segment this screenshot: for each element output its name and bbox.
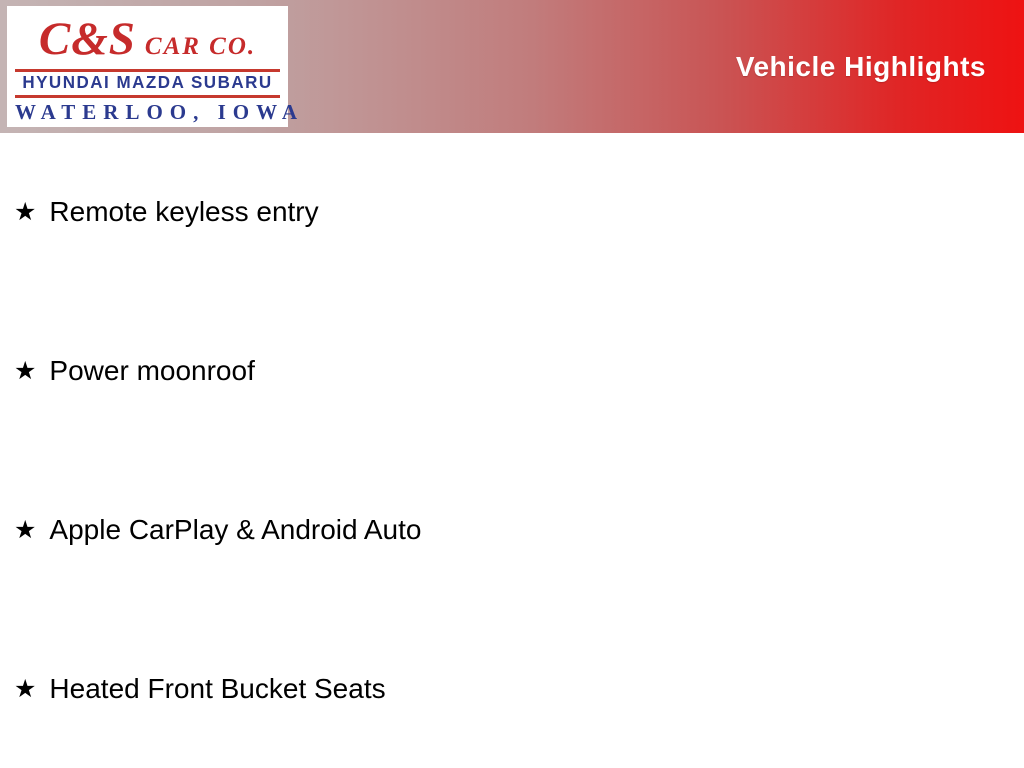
dealer-logo-city: WATERLOO, IOWA xyxy=(15,99,304,124)
logo-divider-bottom xyxy=(15,95,280,98)
star-bullet-icon: ★ xyxy=(14,197,37,226)
highlight-text: Heated Front Bucket Seats xyxy=(49,673,386,704)
highlight-text: Remote keyless entry xyxy=(49,196,319,227)
star-bullet-icon: ★ xyxy=(14,674,37,703)
page-title: Vehicle Highlights xyxy=(735,50,986,82)
highlight-item xyxy=(14,673,386,705)
dealer-logo-makes: HYUNDAI MAZDA SUBARU xyxy=(22,72,273,93)
highlight-item xyxy=(14,196,319,228)
star-bullet-icon: ★ xyxy=(14,515,37,544)
highlight-item xyxy=(14,514,421,546)
dealer-logo-company-line xyxy=(15,13,280,65)
dealer-logo-company-suffix: CAR CO. xyxy=(144,33,257,60)
star-bullet-icon: ★ xyxy=(14,356,37,385)
highlight-text: Power moonroof xyxy=(49,355,255,386)
highlight-text: Apple CarPlay & Android Auto xyxy=(49,514,422,545)
dealer-logo xyxy=(7,6,304,127)
highlight-item xyxy=(14,355,255,387)
dealer-logo-company: C&S xyxy=(38,13,136,65)
